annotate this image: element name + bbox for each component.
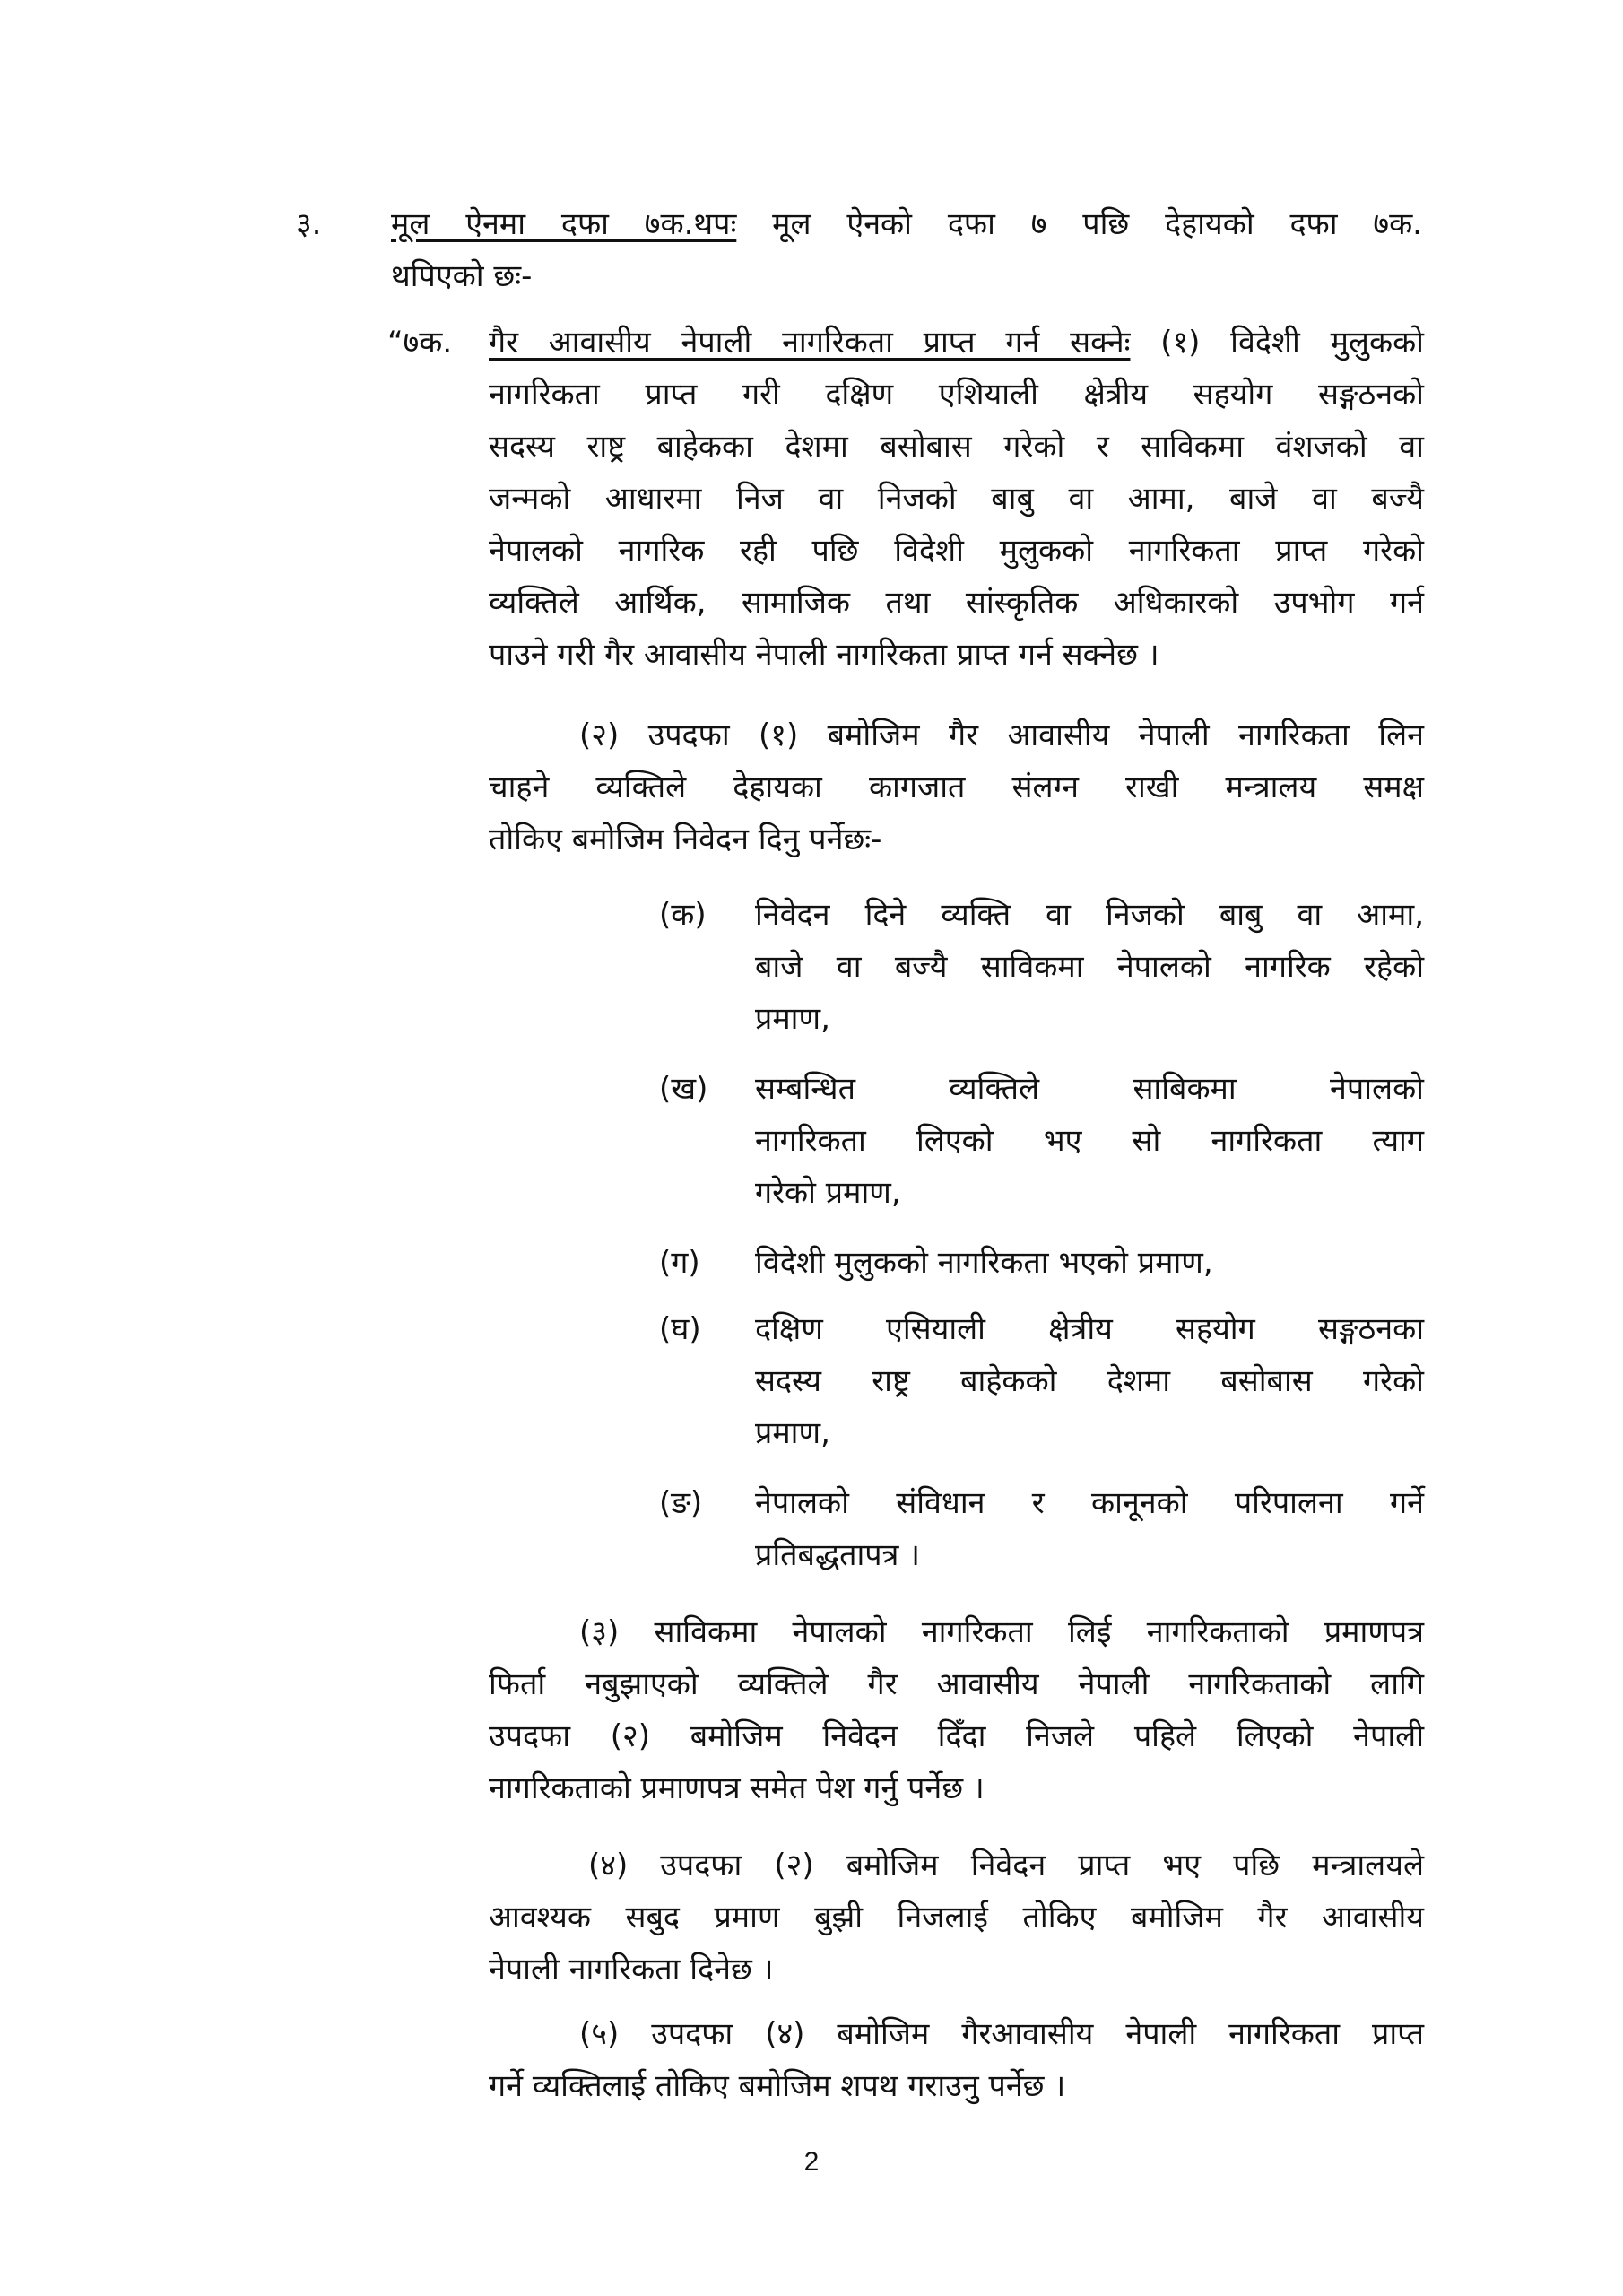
page-number: 2 (803, 2147, 820, 2177)
clause-line: प्रतिबद्धतापत्र । (755, 1537, 921, 1573)
section3-text: ः मूल ऐनको दफा ७ पछि देहायको दफा ७क. (736, 206, 1422, 242)
clause-line: सदस्य राष्ट्र बाहेकको देशमा बसोबास गरेको (755, 1363, 1424, 1399)
clause-7k-marker: “७क. (387, 325, 453, 361)
clause-line: सम्बन्धित व्यक्तिले साबिकमा नेपालको (755, 1071, 1424, 1107)
clause-7k-line: नेपालको नागरिक रही पछि विदेशी मुलुकको नागरिकता प्राप्त गरेको (489, 533, 1424, 569)
subsection-3-line: फिर्ता नबुझाएको व्यक्तिले गैर आवासीय नेपाली नागरिकताको लागि (489, 1666, 1424, 1702)
subsection-2-line: चाहने व्यक्तिले देहायका कागजात संलग्न राखी मन्त्रालय समक्ष (489, 770, 1424, 805)
clause-line: बाजे वा बज्यै साविकमा नेपालको नागरिक रहेको (755, 949, 1424, 985)
clause-7k-line: व्यक्तिले आर्थिक, सामाजिक तथा सांस्कृतिक अधिकारको उपभोग गर्न (489, 585, 1424, 621)
subsection-4-line: आवश्यक सबुद प्रमाण बुझी निजलाई तोकिए बमोजिम गैर आवासीय (489, 1900, 1424, 1935)
clause-label: (घ) (659, 1311, 701, 1347)
clause-line: प्रमाण, (755, 1415, 830, 1451)
clause-line: प्रमाण, (755, 1001, 830, 1037)
clause-7k-heading: गैर आवासीय नेपाली नागरिकता प्राप्त गर्न सक्ने (489, 325, 1131, 361)
subsection-3-line: उपदफा (२) बमोजिम निवेदन दिँदा निजले पहिले लिएको नेपाली (489, 1718, 1424, 1754)
subsection-3-line: (३) साविकमा नेपालको नागरिकता लिई नागरिकताको प्रमाणपत्र (579, 1614, 1424, 1650)
clause-7k-first-line (489, 325, 1424, 361)
clause-label: (ङ) (659, 1485, 703, 1521)
section3-first-line (391, 206, 1422, 242)
clause-7k-line: नागरिकता प्राप्त गरी दक्षिण एशियाली क्षेत्रीय सहयोग सङ्गठनको (489, 377, 1424, 413)
section3-heading: मूल ऐनमा दफा ७क.थप (391, 206, 737, 242)
clause-7k-line: सदस्य राष्ट्र बाहेकका देशमा बसोबास गरेको र साविकमा वंशजको वा (489, 429, 1424, 465)
clause-line: गरेको प्रमाण, (755, 1175, 901, 1211)
clause-7k-line: पाउने गरी गैर आवासीय नेपाली नागरिकता प्राप्त गर्न सक्नेछ । (489, 637, 1159, 673)
clause-line: नागरिकता लिएको भए सो नागरिकता त्याग (755, 1123, 1424, 1159)
subsection-3-line: नागरिकताको प्रमाणपत्र समेत पेश गर्नु पर्नेछ । (489, 1770, 985, 1806)
clause-line: दक्षिण एसियाली क्षेत्रीय सहयोग सङ्गठनका (755, 1311, 1424, 1347)
clause-label: (ग) (659, 1245, 700, 1281)
clause-line: विदेशी मुलुकको नागरिकता भएको प्रमाण, (755, 1245, 1213, 1281)
section-number: ३. (296, 206, 322, 242)
clause-line: नेपालको संविधान र कानूनको परिपालना गर्ने (755, 1485, 1424, 1521)
subsection-2-line: तोकिए बमोजिम निवेदन दिनु पर्नेछः- (489, 822, 882, 857)
subsection-2-line: (२) उपदफा (१) बमोजिम गैर आवासीय नेपाली नागरिकता लिन (579, 718, 1424, 753)
clause-line: निवेदन दिने व्यक्ति वा निजको बाबु वा आमा, (755, 897, 1424, 933)
subsection-4-line: (४) उपदफा (२) बमोजिम निवेदन प्राप्त भए पछि मन्त्रालयले (588, 1848, 1424, 1883)
section3-second-line: थपिएको छः- (391, 258, 533, 294)
clause-label: (क) (659, 897, 707, 933)
clause-label: (ख) (659, 1071, 708, 1107)
subsection-5-line: (५) उपदफा (४) बमोजिम गैरआवासीय नेपाली नागरिकता प्राप्त (579, 2016, 1424, 2052)
clause-7k-line: जन्मको आधारमा निज वा निजको बाबु वा आमा, बाजे वा बज्यै (489, 481, 1424, 517)
clause-7k-text: ः (१) विदेशी मुलुकको (1130, 325, 1424, 361)
subsection-4-line: नेपाली नागरिकता दिनेछ । (489, 1952, 774, 1987)
subsection-5-line: गर्ने व्यक्तिलाई तोकिए बमोजिम शपथ गराउनु पर्नेछ । (489, 2068, 1066, 2104)
